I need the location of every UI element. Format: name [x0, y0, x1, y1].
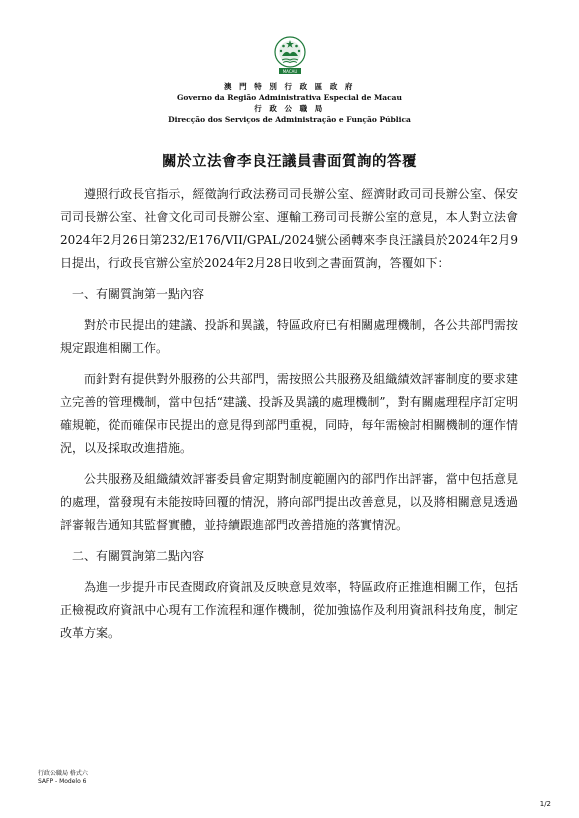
- header-dept-pt: Direcção dos Serviços de Administração e Função Pública: [168, 115, 411, 124]
- section-heading-2: 二、有關質詢第二點內容: [72, 549, 205, 563]
- paragraph: 公共服務及組織績效評審委員會定期對制度範圍內的部門作出評審，當中包括意見的處理，當發現有未能按時回覆的情況，將向部門提出改善意見，以及將相關意見透過評審報告通知其監督實體，並持續跟進部門改善措施的落實情況。: [60, 472, 518, 532]
- paragraph-intro: 遵照行政長官指示，經徵詢行政法務司司長辦公室、經濟財政司司長辦公室、保安司司長辦公室、社會文化司司長辦公室、運輸工務司司長辦公室的意見，本人對立法會2024年2月26日第232/E176/VII/GPAL/2024號公函轉來李良汪議員於2024年2月9日提出，行政長官辦公室於2024年2月28日收到之書面質詢，答覆如下：: [60, 187, 518, 270]
- paragraph: 而針對有提供對外服務的公共部門，需按照公共服務及組織績效評審制度的要求建立完善的管理機制，當中包括“建議、投訴及異議的處理機制”，對有關處理程序訂定明確規範，從而確保市民提出的意見得到部門重視，同時，每年需檢討相關機制的運作情況，以及採取改進措施。: [60, 372, 518, 455]
- document-title: 關於立法會李良汪議員書面質詢的答覆: [162, 153, 417, 170]
- footer-form-zh: 行政公職局 格式六: [38, 770, 88, 777]
- header-govt-pt: Governo da Região Administrativa Especial de Macau: [177, 93, 402, 102]
- document-body: [60, 183, 518, 653]
- paragraph: 為進一步提升市民查閱政府資訊及反映意見效率，特區政府正推進相關工作，包括正檢視政府資訊中心現有工作流程和運作機制，從加強協作及利用資訊科技角度，制定改革方案。: [60, 580, 518, 640]
- paragraph: 對於市民提出的建議、投訴和異議，特區政府已有相關處理機制，各公共部門需按規定跟進相關工作。: [60, 318, 518, 355]
- macau-emblem-icon: [268, 32, 312, 76]
- header-govt-zh: 澳 門 特 別 行 政 區 政 府: [224, 82, 355, 91]
- header-dept-zh: 行 政 公 職 局: [254, 104, 325, 113]
- footer-form-pt: SAFP - Modelo 6: [38, 778, 87, 785]
- form-footer: [38, 770, 88, 786]
- section-heading-1: 一、有關質詢第一點內容: [72, 287, 205, 301]
- emblem-label: MACAU: [282, 68, 298, 74]
- page-number: 1/2: [539, 800, 551, 808]
